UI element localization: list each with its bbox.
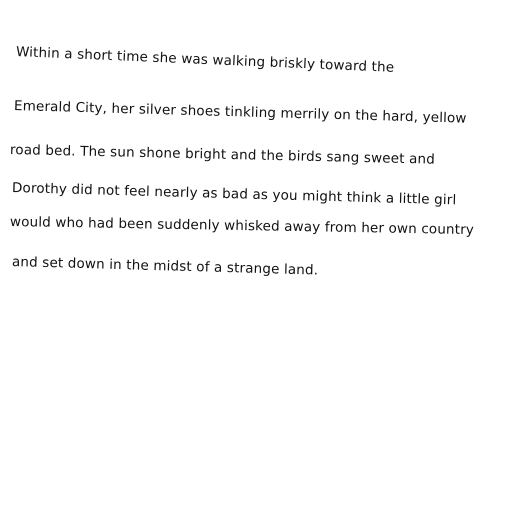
- text-line-3: road bed. The sun shone bright and the birds sang sweet and: [9, 142, 436, 168]
- text-line-4: Dorothy did not feel nearly as bad as you might think a little girl: [11, 180, 457, 209]
- text-line-1: Within a short time she was walking briskly toward the: [15, 44, 395, 76]
- text-line-2: Emerald City, her silver shoes tinkling merrily on the hard, yellow: [13, 98, 467, 127]
- text-line-6: and set down in the midst of a strange land.: [11, 254, 319, 279]
- text-line-5: would who had been suddenly whisked away from her own country: [9, 214, 475, 239]
